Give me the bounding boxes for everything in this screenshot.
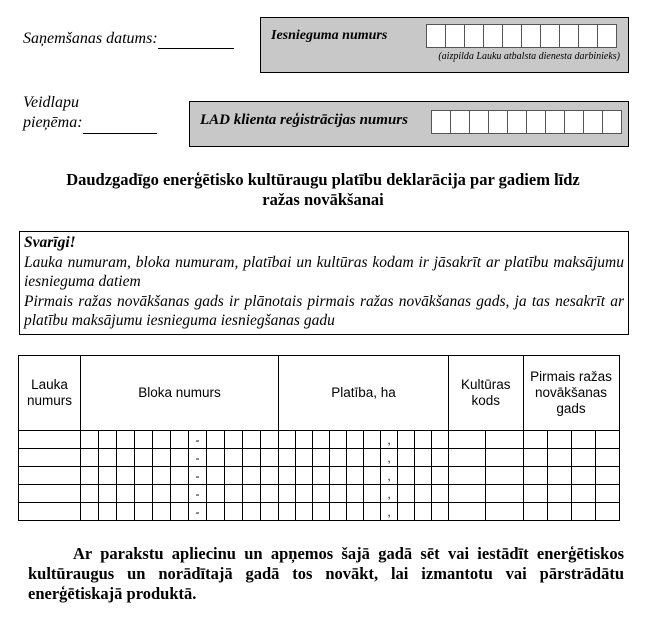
header-area: Platība, ha	[279, 356, 449, 431]
received-date-label: Saņemšanas datums:	[23, 30, 158, 47]
area-separator: ,	[381, 503, 398, 521]
header-first-harvest-year: Pirmais ražas novākšanas gads	[523, 356, 619, 431]
submission-number-cells[interactable]	[426, 24, 616, 48]
table-row	[19, 503, 620, 521]
block-separator: -	[189, 467, 207, 485]
title-line2: ražas novākšanai	[262, 190, 384, 209]
submission-number-box	[260, 17, 629, 73]
client-reg-cells[interactable]	[431, 110, 621, 134]
area-separator: ,	[381, 485, 398, 503]
accepted-label-line2: pieņēma:	[23, 114, 83, 131]
field-number-cell[interactable]	[19, 503, 81, 521]
important-note	[19, 231, 629, 335]
declaration-text: Ar parakstu apliecinu un apņemos šajā gadā sēt vai iestādīt enerģētiskos kultūraugus un norādītajā gadā tos novākt, lai izmantotu vai pārstrādātu enerģētiskajā produktā.	[28, 544, 624, 603]
area-separator: ,	[381, 431, 398, 449]
header-block-number: Bloka numurs	[81, 356, 279, 431]
crop-area-table	[18, 355, 620, 521]
table-row	[19, 431, 620, 449]
submission-number-note: (aizpilda Lauku atbalsta dienesta darbinieks)	[438, 51, 620, 62]
accepted-by-row	[23, 93, 157, 134]
block-separator: -	[189, 485, 207, 503]
submission-number-label: Iesnieguma numurs	[271, 28, 388, 43]
block-separator: -	[189, 431, 207, 449]
accepted-label-line1: Veidlapu	[23, 94, 79, 111]
block-separator: -	[189, 449, 207, 467]
page-title	[18, 170, 628, 210]
client-reg-label: LAD klienta reģistrācijas numurs	[200, 112, 408, 128]
title-line1: Daudzgadīgo enerģētisko kultūraugu platību deklarācija par gadiem līdz	[66, 170, 580, 189]
field-number-cell[interactable]	[19, 485, 81, 503]
important-heading: Svarīgi!	[24, 234, 76, 251]
table-row	[19, 485, 620, 503]
declaration	[28, 544, 624, 604]
field-number-cell[interactable]	[19, 449, 81, 467]
table-row	[19, 467, 620, 485]
field-number-cell[interactable]	[19, 431, 81, 449]
received-date-row	[23, 30, 234, 49]
header-crop-code: Kultūras kods	[449, 356, 524, 431]
header-field-number: Lauka numurs	[19, 356, 81, 431]
client-reg-box	[189, 101, 629, 147]
table-row	[19, 449, 620, 467]
important-line2: Pirmais ražas novākšanas gads ir plānotais pirmais ražas novākšanas gads, ja tas nesakrīt ar platību maksājumu iesnieguma iesniegšanas gadu	[24, 292, 624, 329]
field-number-cell[interactable]	[19, 467, 81, 485]
block-separator: -	[189, 503, 207, 521]
received-date-field[interactable]	[158, 30, 234, 49]
important-line1: Lauka numuram, bloka numuram, platībai un kultūras kodam ir jāsakrīt ar platību maksājumu iesnieguma datiem	[24, 253, 624, 290]
area-separator: ,	[381, 467, 398, 485]
accepted-by-field[interactable]	[83, 113, 157, 134]
area-separator: ,	[381, 449, 398, 467]
